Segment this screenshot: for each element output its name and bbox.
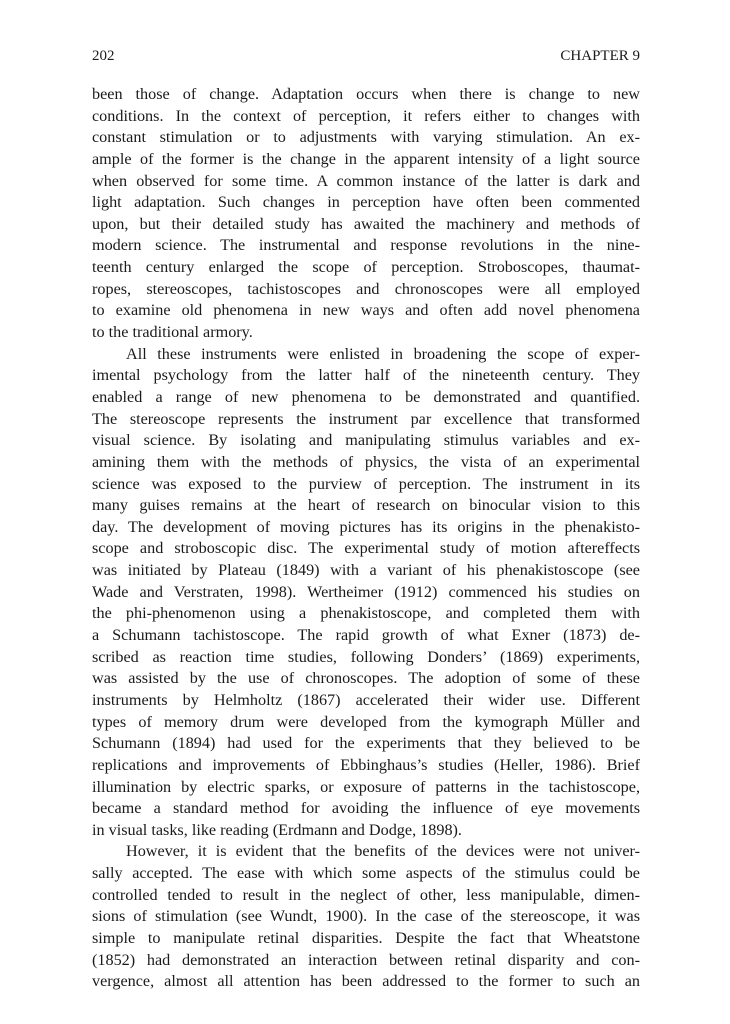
page-number: 202 [92, 48, 115, 64]
text-line: constant stimulation or to adjustments with varying stimulation. An ex- [92, 128, 640, 147]
body-text [92, 84, 640, 993]
text-line: visual science. By isolating and manipulating stimulus variables and ex- [92, 431, 640, 450]
text-line: replications and improvements of Ebbinghaus’s studies (Heller, 1986). Brief [92, 755, 640, 774]
text-line: scribed as reaction time studies, following Donders’ (1869) experiments, [92, 647, 640, 666]
text-line: scope and stroboscopic disc. The experimental study of motion aftereffects [92, 539, 640, 558]
text-line: became a standard method for avoiding the influence of eye movements [92, 799, 640, 818]
text-line: controlled tended to result in the neglect of other, less manipulable, dimen- [92, 885, 640, 904]
text-line: day. The development of moving pictures has its origins in the phenakisto- [92, 517, 640, 536]
text-line: teenth century enlarged the scope of perception. Stroboscopes, thaumat- [92, 258, 640, 277]
text-line: conditions. In the context of perception, it refers either to changes with [92, 106, 640, 125]
text-line: Schumann (1894) had used for the experiments that they believed to be [92, 734, 640, 753]
text-line: modern science. The instrumental and response revolutions in the nine- [92, 236, 640, 255]
text-line: light adaptation. Such changes in perception have often been commented [92, 193, 640, 212]
text-line: imental psychology from the latter half of the nineteenth century. They [92, 366, 640, 385]
text-line: when observed for some time. A common instance of the latter is dark and [92, 171, 640, 190]
text-line: a Schumann tachistoscope. The rapid growth of what Exner (1873) de- [92, 626, 640, 645]
text-line: (1852) had demonstrated an interaction between retinal disparity and con- [92, 950, 640, 969]
text-line: ample of the former is the change in the apparent intensity of a light source [92, 149, 640, 168]
text-line: sions of stimulation (see Wundt, 1900). In the case of the stereoscope, it was [92, 907, 640, 926]
text-line: to examine old phenomena in new ways and often add novel phenomena [92, 301, 640, 320]
paragraph-end-line: in visual tasks, like reading (Erdmann and Dodge, 1898). [92, 820, 462, 839]
text-line: vergence, almost all attention has been addressed to the former to such an [92, 972, 640, 991]
text-line: instruments by Helmholtz (1867) accelerated their wider use. Different [92, 690, 640, 709]
paragraph-start-line: However, it is evident that the benefits of the devices were not univer- [126, 842, 640, 861]
text-line: types of memory drum were developed from the kymograph Müller and [92, 712, 640, 731]
text-line: simple to manipulate retinal disparities. Despite the fact that Wheatstone [92, 928, 640, 947]
text-line: enabled a range of new phenomena to be demonstrated and quantified. [92, 387, 640, 406]
text-line: ropes, stereoscopes, tachistoscopes and chronoscopes were all employed [92, 279, 640, 298]
text-line: been those of change. Adaptation occurs when there is change to new [92, 85, 640, 103]
paragraph-start-line: All these instruments were enlisted in broadening the scope of exper- [126, 344, 640, 363]
text-line: illumination by electric sparks, or exposure of patterns in the tachistoscope, [92, 777, 640, 796]
chapter-label: CHAPTER 9 [560, 48, 640, 64]
paragraph-end-line: to the traditional armory. [92, 323, 253, 342]
text-line: upon, but their detailed study has awaited the machinery and methods of [92, 214, 640, 233]
text-line: was assisted by the use of chronoscopes. The adoption of some of these [92, 669, 640, 688]
text-line: sally accepted. The ease with which some aspects of the stimulus could be [92, 864, 640, 883]
text-line: science was exposed to the purview of perception. The instrument in its [92, 474, 640, 493]
text-line: was initiated by Plateau (1849) with a variant of his phenakistoscope (see [92, 561, 640, 580]
text-line: amining them with the methods of physics, the vista of an experimental [92, 452, 640, 471]
running-head [92, 46, 640, 66]
text-line: many guises remains at the heart of research on binocular vision to this [92, 496, 640, 515]
text-line: The stereoscope represents the instrument par excellence that transformed [92, 409, 640, 428]
text-line: the phi-phenomenon using a phenakistoscope, and completed them with [92, 604, 640, 623]
text-line: Wade and Verstraten, 1998). Wertheimer (1912) commenced his studies on [92, 582, 640, 601]
